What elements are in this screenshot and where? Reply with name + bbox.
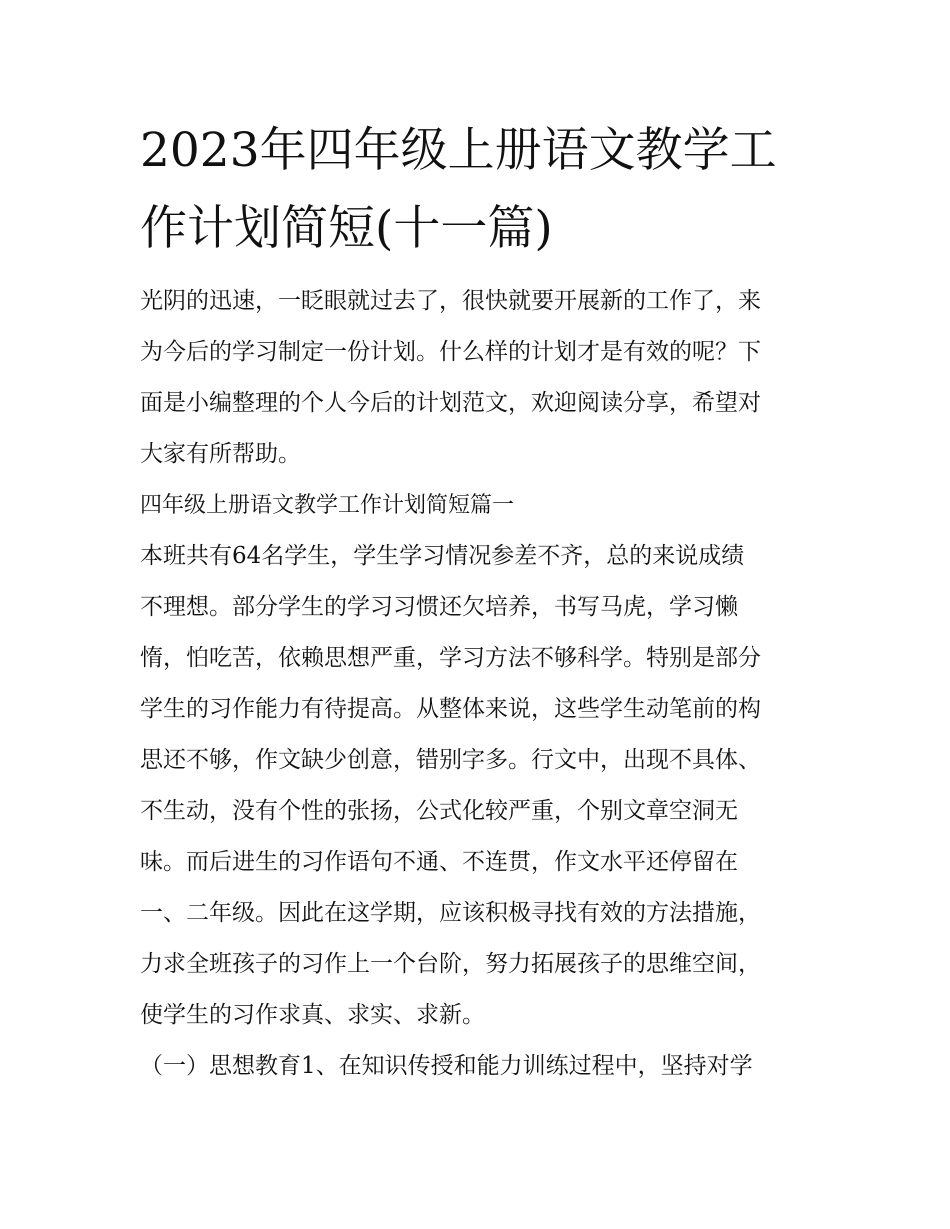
- section-line: 惰，怕吃苦，依赖思想严重，学习方法不够科学。特别是部分: [140, 645, 761, 671]
- section-line: 学生的习作能力有待提高。从整体来说，这些学生动笔前的构: [140, 696, 761, 722]
- section-line: 本班共有64名学生，学生学习情况参差不齐，总的来说成绩: [140, 543, 745, 569]
- title-line-1: 2023年四年级上册语文教学工: [140, 123, 777, 178]
- item-line: （一）思想教育1、在知识传授和能力训练过程中，坚持对学: [140, 1053, 753, 1079]
- section-line: 一、二年级。因此在这学期，应该积极寻找有效的方法措施，: [140, 900, 761, 926]
- section-line: 味。而后进生的习作语句不通、不连贯，作文水平还停留在: [140, 849, 738, 875]
- item-paragraph: [140, 1041, 820, 1092]
- title-line-2: 作计划简短(十一篇): [140, 201, 553, 256]
- document-body: [140, 276, 820, 1092]
- document-title: [140, 112, 820, 268]
- section-heading: 四年级上册语文教学工作计划简短篇一: [140, 493, 515, 518]
- section-line: 不理想。部分学生的学习习惯还欠培养，书写马虎，学习懒: [140, 594, 738, 620]
- intro-line: 面是小编整理的个人今后的计划范文，欢迎阅读分享，希望对: [140, 390, 761, 416]
- section-line: 思还不够，作文缺少创意，错别字多。行文中，出现不具体、: [140, 747, 761, 773]
- section-line: 力求全班孩子的习作上一个台阶，努力拓展孩子的思维空间，: [140, 951, 761, 977]
- intro-line: 为今后的学习制定一份计划。什么样的计划才是有效的呢？下: [140, 339, 761, 365]
- intro-paragraph: [140, 276, 820, 480]
- intro-line: 光阴的迅速，一眨眼就过去了，很快就要开展新的工作了，来: [140, 288, 761, 314]
- section-paragraph: [140, 531, 820, 1041]
- section-line: 不生动，没有个性的张扬，公式化较严重，个别文章空洞无: [140, 798, 738, 824]
- intro-line: 大家有所帮助。: [140, 441, 301, 467]
- section-line: 使学生的习作求真、求实、求新。: [140, 1002, 485, 1028]
